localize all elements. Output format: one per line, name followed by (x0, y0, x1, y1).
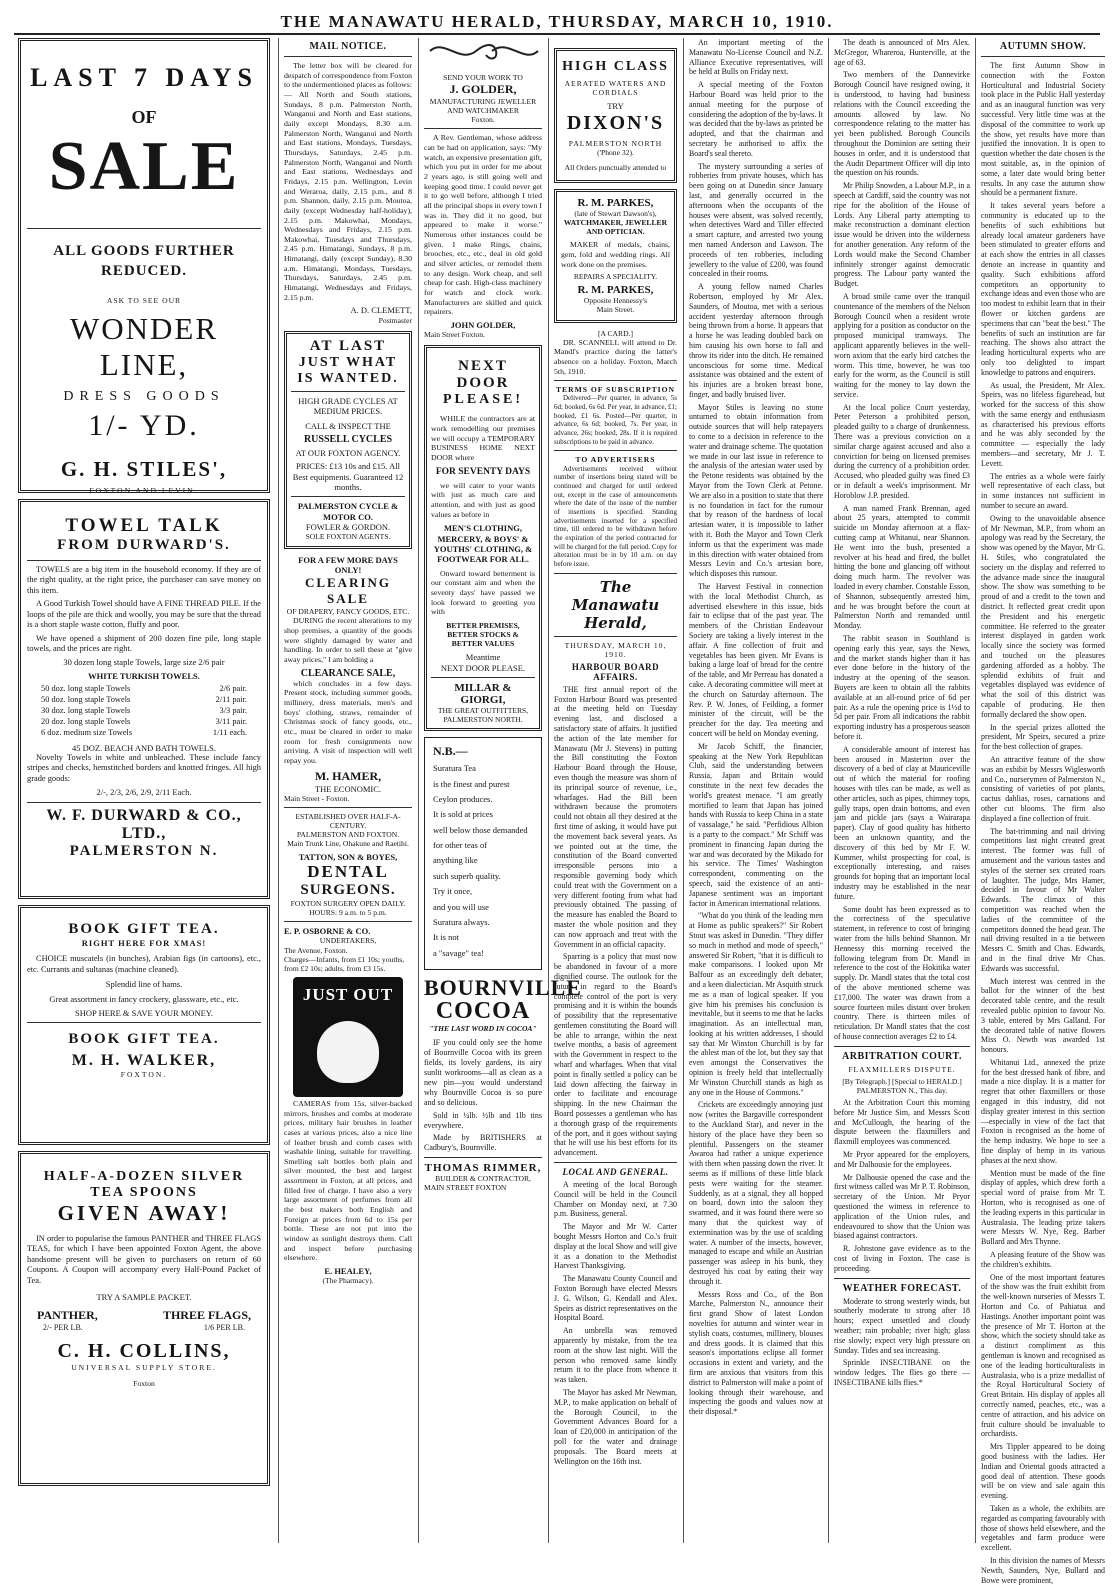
golder-line: MANUFACTURING JEWELLER AND WATCHMAKER (429, 97, 537, 116)
parkes-advert (554, 189, 677, 323)
article-paragraph: A broad smile came over the tranquil countenance of the members of the Nelson Borough Council when a resident wrote applying for a position as conductor on the proposed municipal tramways. The applicant apparently believes in the well-worn axiom that the early bird catches the worm. This time, however, he was too early for the worm, as the Council is still waiting for the money to lay down the service. (834, 291, 970, 399)
golder-line: Foxton. (471, 115, 495, 125)
article-paragraph: The entries as a whole were fairly well representative of each class, but in some instances not sufficient in number to secure an award. (981, 471, 1105, 511)
article-paragraph: Sparring is a policy that must now be abandoned in favour of a more dignified course. The outlook for the future in regard to the Board's complete control of the port is very promising and it is within the bounds of possibility that the representative gentlemen constituting the Board will be able to arrange, within the next twelve months, a basis of agreement with the Government in respect to the wharf and wharfages. When that vital point is finally settled a policy can be laid down affecting the fairway in order to facilitate and encourage shipping. In the new Chairman the Board possesses a gentleman who has a thorough grasp of the requirements of the port, and it goes without saying that he will use his best efforts for its advancement. (554, 952, 677, 1158)
spoons-title: HALF-A-DOZEN SILVER (43, 1169, 245, 1184)
panther-label: PANTHER, (37, 1308, 98, 1323)
article-paragraph: THE first annual report of the Foxton Harbour Board was presented at the meeting held on Tuesday evening last, and disclosed a satisfactory state of affairs. It justified the action of the late member for Manawatu (Mr J. Stevens) in putting the Bill constituting the Foxton Harbour Board through the House, even though the measure was shorn of its principal source of revenue, i.e., wharfages. Had the Bill been withdrawn because the promoters could not obtain all they desired at the first time of asking, it would have put the movement back several years. As we pointed out at the time, the constitution of the Board converted irresponsible persons into a responsible governing body which could treat with the Government on a very different footing from what had previously obtained. The passing of the measure has enabled the Board to master the whole position and they can now approach and treat with the Government in an official capacity. (554, 684, 677, 949)
nextdoor-line: BETTER PREMISES, BETTER STOCKS & BETTER VALUES (446, 621, 520, 649)
article-paragraph: At the local police Court yesterday, Peter Peterson a prohibited person, pleaded guilty to a charge of drunkenness. There was a previous conviction on a similar charge against accused and also a conviction for being on licensed premises during the currency of a prohibition order. Accused, who pleaded guilty was fined £3 or in default a week's imprisonment. Mr Horoblow J.P. presided. (834, 402, 970, 500)
dental-firm: TATTON, SON & BOYES, (298, 851, 398, 862)
nb-line: It is sold at prices (433, 809, 493, 820)
healey-firm: E. HEALEY, (324, 1266, 372, 1277)
spoons-advert (18, 1151, 270, 1486)
panther-price: 2/- PER LB. (43, 1323, 83, 1333)
booktea-line: Splendid line of hams. (105, 979, 183, 990)
sale-line: ALL GOODS FURTHER REDUCED. (53, 243, 235, 280)
nextdoor-sub: THE GREAT OUTFITTERS, (437, 706, 529, 716)
article-paragraph: As usual, the President, Mr Alex. Speirs, was no lifeless figurehead, but worked for the success of this show with the same energy and enthusiasm as characterised his previous efforts and he was ably seconded by the committee — especially the lady members—and secretary, Mr J. T. Levett. (981, 380, 1105, 468)
article-paragraph: The first Autumn Show in connection with the Foxton Horticultural and Industrial Society took place in the Public Hall yesterday and as an inaugural function was very successful. Very little time was at the disposal of the committee to work up the show, yet results have more than justified the innovation. It is open to question whether the date chosen is the most suitable, as, in the opinion of some, a later date would bring better results. In any case the autumn show should be a permanent fixture. (981, 61, 1105, 198)
towel-price: 1/11 each. (212, 727, 247, 737)
booktea-paragraph: CHOICE muscatels (in bunches), Arabian figs (in cartoons), etc., etc. Currants and sultanas (machine cleaned). (27, 954, 261, 974)
article-paragraph: The Mayor and Mr W. Carter bought Messrs Horton and Co.'s fruit display at the local Show and will give it as a donation to the Methodist Harvest Thanksgiving. (554, 1222, 677, 1271)
spoons-title: GIVEN AWAY! (57, 1201, 231, 1225)
towel-item: 50 doz. long staple Towels (41, 684, 131, 694)
nextdoor-firm: MILLAR & GIORGI, (454, 682, 512, 707)
osborne-address: The Avenue, Foxton. (284, 945, 348, 955)
autumn-show-heading: AUTUMN SHOW. (999, 41, 1087, 52)
towel-price: 2/11 pair. (215, 695, 247, 705)
towel-firm: W. F. DURWARD & CO., LTD., (46, 806, 242, 842)
sale-price: 1/- YD. (88, 408, 200, 442)
sale-line: DRESS GOODS (63, 388, 225, 404)
hamer-paragraph: DURING the recent alterations to my shop premises, a quantity of the goods were slightly damaged by water and handling. In order to sell these at "give away prices," I am holding a (284, 616, 412, 665)
threeflags-price: 1/6 PER LB. (203, 1323, 245, 1333)
russell-title: IS WANTED. (297, 370, 399, 386)
nextdoor-paragraph: we will cater to your wants with just as much care and attention, and with just as good values as before in (431, 480, 535, 519)
sale-advert (18, 38, 270, 493)
masthead: THE MANAWATU HERALD, THURSDAY, MARCH 10, 1910. (280, 12, 834, 31)
column-3 (424, 38, 582, 1543)
sale-line: ASK TO SEE OUR (106, 295, 182, 305)
article-paragraph: An important meeting of the Manawatu No-License Council and N.Z. Alliance Executive representatives, will be held at Bulls on Friday next. (689, 38, 823, 77)
booktea-title: BOOK GIFT TEA. (68, 1031, 220, 1048)
russell-line: HIGH GRADE CYCLES AT MEDIUM PRICES. (298, 395, 398, 417)
golder-line: SEND YOUR WORK TO (443, 73, 523, 82)
russell-names: FOWLER & GORDON. (305, 522, 391, 533)
dixon-firm: DIXON'S (566, 111, 665, 134)
article-paragraph: Mr Jacob Schiff, the financier, speaking at the New York Republican Club, said the understanding between Russia, Japan and Britain would constitute in the next few decades the world's greatest menace. "I am greatly mortified to learn that Japan has joined hands with Russia to keep China in a state of vassalage," he said. "Perfidious Albion is a party to the compact." Mr Schiff was prominent in financing Japan during the war and was decorated by the Mikado for his service. The Times' Washington correspondent, commenting on the speech, said the existence of an anti-Japanese sentiment was an important factor in American international relations. (689, 741, 823, 908)
purse-icon (317, 1021, 379, 1083)
towel-subhead: WHITE TURKISH TOWELS. (88, 670, 200, 681)
subscription-paragraph: Delivered—Per quarter, in advance, 5s 6d; booked, 6s 6d. Per year, in advance, £1; booked, £1 6s. Posted—Per quarter, in advance, 6s 6d; booked, 7s. Per year, in advance, 26s; booked, 28s. If it is required subscriptions to be paid in advance. (554, 394, 677, 446)
russell-line: PRICES: £13 10s and £15. All Best equipments. Guaranteed 12 months. (292, 461, 404, 493)
masthead-rule (14, 33, 1100, 35)
article-paragraph: The Manawatu County Council and Foxton Borough have elected Messrs J. G. Wilson, G. Kendall and Alex. Speirs as district representatives on the Hospital Board. (554, 1274, 677, 1323)
article-paragraph: A considerable amount of interest has been aroused in Masterton over the discovery of a bed of clay at Mauriceville out of which the material for roofing houses with tiles can be made, as well as other articles, such as pipes, chimney tops, gully traps, open drain bottoms, and even jam and pickle jars (says a Wairarapa paper). Clay of good quality has hitherto been an unknown quantity, and the discovery of this bed by Mr F. W. Kummer, whilst prospecting for coal, is exceptionally interesting, and raises grounds for hoping that an important local industry may be established in the near future. (834, 744, 970, 901)
news-column (689, 38, 823, 1417)
booktea-advert (18, 905, 270, 1145)
article-paragraph: R. Johnstone gave evidence as to the cost of living in Foxton. The case is proceeding. (834, 1244, 970, 1273)
towel-town: PALMERSTON N. (69, 842, 219, 859)
russell-line: AT OUR FOXTON AGENCY. (295, 447, 401, 458)
nb-line: for other teas of (433, 840, 488, 851)
dental-line: PALMERSTON AND FOXTON. (296, 830, 400, 840)
article-paragraph: Moderate to strong westerly winds, but southerly moderate to strong after 18 hours; expect unsettled and cloudy weather; rain probable; river high; glass rise slowly; expect very high pressure on Sunday. Tides and sea increasing. (834, 1296, 970, 1355)
osborne-sub: UNDERTAKERS, (319, 936, 377, 946)
rimmer-sub: BUILDER & CONTRACTOR, (435, 1174, 531, 1184)
parkes-line: WATCHMAKER, JEWELLER AND OPTICIAN. (563, 218, 668, 237)
column-4 (554, 38, 677, 1543)
article-paragraph: The Mayor has asked Mr Newman, M.P., to make application on behalf of the Borough Council, to the Government Advances Board for a loan of £20,000 in anticipation of the poll for the water and drainage proposals. The Board meets at Wellington on the 16th inst. (554, 1387, 677, 1466)
dental-title: SURGEONS. (300, 881, 396, 898)
russell-advert (284, 331, 412, 549)
booktea-town: FOXTON. (120, 1070, 168, 1080)
nb-line: and you will use (433, 901, 489, 912)
dental-line: HOURS: 9 a.m. to 5 p.m. (309, 907, 387, 917)
article-paragraph: Owing to the unavoidable absence of Mr Newman, M.P., from whom an apology was read by the Secretary, the show was opened by the Mayor, Mr G. H. Stiles, who congratulated the society on the display and referred to the advance made since the inaugural show. The show was something to be proud of and a credit to the town and district. It reflected great credit upon the President and his energetic committee. He referred to the greater interest displayed in garden work locally since the society was formed and touched on the pleasures gardening afforded as a hobby. The splendid exhibits of fruit and vegetables displayed was evidence of what the soil of this district was capable of producing. He then formally declared the show open. (981, 513, 1105, 719)
article-paragraph: The bat-trimming and nail driving competitions last night created great interest. The former was full of amusement and the various tastes and styles of the sterner sex created roars of laughter. The judge, Mrs Hamer, decided in favour of Mr Walter Edwards. The climax of this competition was reached when the ladies of the committee of the competitors donned the head gear. The nail driving resulted in a tie between Messrs C. Smith and Chas. Edwards, and in the final drive Mr Chas. Edwards was successful. (981, 826, 1105, 973)
spoons-title: TEA SPOONS (90, 1185, 198, 1200)
threeflags-label: THREE FLAGS, (162, 1308, 251, 1323)
column-rule (548, 38, 549, 1543)
nb-line: is the finest and purest (433, 778, 510, 789)
article-paragraph: Sprinkle INSECTIBANE on the window ledges. The flies go there — INSECTIBANE kills flies.* (834, 1358, 970, 1387)
article-paragraph: Two members of the Dannevirke Borough Council have resigned owing, it is understood, to having had business relations with the Council exceeding the amounts allowed by law. No correspondence relating to the matter has yet been published. Borough Councils throughout the Dominion are setting their houses in order, and it is understood that the Audit Department Officer will dip into the question on his rounds. (834, 70, 970, 178)
parkes-line: Opposite Hennessy's (583, 296, 648, 306)
herald-title: The Manawatu Herald, (571, 577, 660, 632)
booktea-line: Great assortment in fancy crockery, glassware, etc., etc. (49, 993, 239, 1004)
osborne-firm: E. P. OSBORNE & CO. (284, 926, 371, 937)
towel-price: 3/11 pair. (215, 716, 247, 726)
column-rule (418, 38, 419, 1543)
ornament-icon (424, 38, 544, 64)
nb-line: Suratura Tea (433, 763, 476, 774)
russell-title: AT LAST (309, 337, 387, 354)
hamer-line: OF DRAPERY, FANCY GOODS, ETC. (286, 607, 410, 617)
sale-title: SALE (48, 128, 240, 205)
towel-price-row (27, 706, 261, 717)
towel-paragraph: We have opened a shipment of 200 dozen fine pile, long staple towels, and the prices are right. (27, 633, 261, 653)
towel-price: 2/6 pair. (219, 684, 247, 694)
column-rule (683, 38, 684, 1543)
nb-line: well below those demanded (433, 824, 528, 835)
nextdoor-title: PLEASE! (442, 392, 524, 408)
towel-price-row (27, 684, 261, 695)
booktea-sub: RIGHT HERE FOR XMAS! (81, 938, 207, 948)
healey-sub: (The Pharmacy). (322, 1276, 374, 1286)
arbitration-heading: ARBITRATION COURT. (842, 1050, 962, 1062)
towel-paragraph: Novelty Towels in white and unbleached. These include fancy stripes and checks, hemstitched borders and knotted fringes. All high grade goods: (27, 753, 261, 783)
article-paragraph: A special meeting of the Foxton Harbour Board was held prior to the annual meeting for the purpose of considering the adoption of the by-laws. It was decided that the by-laws as printed be adopted, and that the chairman and secretary be authorised to affix the Board's seal thereto. (689, 80, 823, 158)
column-rule (278, 38, 279, 1543)
towel-line: 30 dozen long staple Towels, large size 2/6 pair (63, 657, 225, 668)
russell-firm: PALMERSTON CYCLE & MOTOR CO. (297, 501, 399, 522)
subscription-heading: TERMS OF SUBSCRIPTION (555, 385, 676, 395)
towel-title: TOWEL TALK (65, 515, 223, 536)
towel-price-row (27, 728, 261, 739)
rimmer-firm: THOMAS RIMMER, (424, 1162, 542, 1175)
dixon-line: CORDIALS (592, 88, 639, 98)
towel-paragraph: TOWELS are a big item in the household economy. If they are of the right quality, at the right price, the purchaser can save money on this item. (27, 565, 261, 595)
harbour-heading: HARBOUR BOARD AFFAIRS. (571, 661, 660, 682)
article-paragraph: Mention must be made of the fine display of apples, which drew forth a special word of praise from Mr T. Horton, who is recognised as one of the leading experts in this particular in Australasia. The leading prize takers were Messrs W. Nye, Reg. Barber Bullard and Mrs Thynne. (981, 1168, 1105, 1247)
article-paragraph: Messrs Ross and Co., of the Bon Marche, Palmerston N., announce their first grand Show of latest London novelties for autumn and winter wear in stylish coats, costumes, millinery, blouses and dress goods. It is claimed that this season's importations eclipse all former occasions in extent and variety, and the firm are anxious that visitors from this district to Palmerston will make a point of looking through their warehouse, and inspecting the goods and values now at their disposal.* (689, 1289, 823, 1417)
column-rule (975, 38, 976, 1543)
advertisers-heading: TO ADVERTISERS (575, 455, 656, 465)
sale-line: LAST 7 DAYS (30, 63, 258, 92)
spoons-store: UNIVERSAL SUPPLY STORE. (71, 1363, 217, 1373)
article-paragraph: "What do you think of the leading men at Home as public speakers?" Sir Robert Stout was asked in Dunedin. "They differ so much in method and mode of speech," answered Sir Robert, "that it is difficult to make comparisons. I looked upon Mr Balfour as an exceedingly deft debater, and a keen dialectician. Mr Asquith struck me as a man of logical speaker. If you give him his premises his conclusion is inevitable, but it seems to me that he lacks imagination. As an intellectual man, looking at his written addresses, I should say that Mr Winston Churchill is by far the ablest man of the lot, but they say that even amongst the Conservatives the opinion is freely held that intellectually Mr Winston Churchill stands as high as any one in the House of Commons." (689, 911, 823, 1097)
article-paragraph: Mr Philip Snowden, a Labour M.P., in a speech at Cardiff, said the country was not ripe for the abolition of the House of Lords. Any Liberal party attempting to make reconstruction a dominant election issue would be driven into the wilderness for another generation. Any reform of the Lords would make the Second Chamber infinitely stronger against democratic progress. The Labour party wanted the Budget. (834, 181, 970, 289)
mail-role: Postmaster (378, 315, 412, 325)
towel-item: 20 doz. long staple Towels (41, 716, 131, 726)
bournville-tagline: "THE LAST WORD IN COCOA" (429, 1024, 537, 1034)
column-6 (834, 38, 970, 1543)
article-paragraph: A young fellow named Charles Robertson, employed by Mr Alex. Saunders, of Moutoa, met with a serious accident yesterday afternoon through being thrown from a horse. It appears that a horse he was leading doubled back on him causing his own horse to fall and throw its rider into the ditch. He remained unconscious for some time. Medical assistance was obtained and the extent of his injuries are a broken breast bone, finger, and badly bruised liver. (689, 282, 823, 399)
sale-line: OF (131, 107, 157, 127)
nextdoor-town: PALMERSTON NORTH. (443, 715, 523, 725)
bournville-advert (424, 974, 582, 1153)
parkes-line: REPAIRS A SPECIALITY. (573, 272, 658, 282)
nb-line: Suratura always. (433, 916, 490, 927)
dixon-line: AERATED WATERS AND (564, 79, 667, 88)
bournville-paragraph: Made by BRITISHERS at Cadbury's, Bournville. (424, 1133, 542, 1153)
rimmer-address: MAIN STREET FOXTON (424, 1183, 507, 1193)
weather-heading: WEATHER FORECAST. (842, 1282, 962, 1294)
hamer-paragraph: which concludes in a few days. Present stock, including summer goods, millinery, dress materials, men's and boys' clothing, straws, remainder of Christmas stock of fancy goods, etc., etc., must be cleared in order to make room for fresh consignments now arriving. A visit of inspection will well repay you. (284, 678, 412, 765)
mail-body: The letter box will be cleared for despatch of correspondence from Foxton to the undermentioned places as follows:— All North and South stations, Sundays, 8 p.m. Palmerston North, Wanganui and North and East stations, daily except Mondays, 8.30 a.m. Palmerston North, Wanganui and North and East stations, Mondays, Tuesdays, Thursdays, Saturdays, 2.45 p.m. Palmerston North, Wanganui and North and East stations, Wednesdays and Fridays, 2.15 p.m. Wellington, Levin and Weraroa, daily, 2.15 p.m., and 8 p.m. Shannon, daily, 2.15 p.m. Moutoa, daily (except Wednesday half-holiday), 2.15 p.m. Makowhai, Mondays, Wednesdays and Fridays, 2.15 p.m. Makowhai, Tuesdays and Thursdays, 2.45 p.m. Himatangi, Sundays, 8 p.m. Himatangi, daily (except Sunday), 8.30 a.m. Himatangi, Mondays, Tuesdays, Thursdays, Saturdays, 2.45 p.m. Himatangi, Wednesdays and Fridays, 2.15 p.m. (284, 61, 412, 302)
spoons-paragraph: IN order to popularise the famous PANTHER and THREE FLAGS TEAS, for which I have been appointed Foxton Agent, the above handsome present will be given to purchasers on return of 60 Coupons. A Coupon will accompany every Half-Pound Packet of Tea. (27, 1234, 261, 1285)
nb-line: a "savage" tea! (433, 947, 484, 958)
column-7 (981, 38, 1106, 1585)
article-paragraph: A man named Frank Brennan, aged about 25 years, attempted to commit suicide on Monday afternoon at a flax-cutting camp at Whitanui, near Shannon. He went into the bush, presented a revolver at his head and fired, the bullet hitting the bone and glancing off without doing much harm. The revolver was loaded in every chamber. Constable Esson, of Shannon, subsequently arrested him, and he was brought before the court at Palmerston North and remanded until Monday. (834, 503, 970, 631)
article-paragraph: A meeting of the local Borough Council will be held in the Council Chamber on Monday next, at 7.30 p.m. Business, general. (554, 1180, 677, 1219)
nb-lines (433, 763, 533, 958)
article-paragraph: Mrs Tippler appeared to be doing good business with the ladies. Her Indian and Oriental goods attracted a good deal of attention. These goods will be on view and sale again this evening. (981, 1442, 1105, 1501)
towel-title: FROM DURWARD'S. (57, 537, 231, 553)
booktea-title: BOOK GIFT TEA. (68, 921, 220, 937)
golder-address: Main Street Foxton. (424, 330, 485, 340)
hamer-firm: M. HAMER, (314, 768, 382, 783)
hamer-title: CLEARANCE SALE, (300, 667, 396, 679)
dixon-line: HIGH CLASS (562, 59, 669, 74)
dixon-line: TRY (607, 101, 624, 112)
osborne-charges: Charges—Infants, from £1 10s; youths, from £2 10s; adults, from £3 15s. (284, 954, 405, 973)
article-paragraph: The Harvest Festival in connection with the local Methodist Church, as advertised elsewhere in this issue, bids fair to eclipse that of the past year. The members of the Christian Endeavour Society are taking a lively interest in the affair. A fine collection of fruit and vegetables has been given. Mr Evans is baking a large loaf of bread for the centre of the table, and Mr Perreau has donated a cake. A decorating committee will meet at the church on Saturday afternoon. The Rev. P. W. Jones, of Feilding, a former minister of the circuit, will be the preacher for the day. Tea meeting and concert will be held on Monday evening. (689, 582, 823, 738)
golder-paragraph: A Rev. Gentleman, whose address can be had on application, says: "My watch, an expensive presentation gift, which you put in order for me about 2 years ago, is still going well and keeping good time. I could never get it to go well before, although I tried all the principal shops in every town I was in. They did it no good, but appeared to make it worse." Numerous other instances could be given. I make Rings, chains, brooches, etc., etc., deal in old gold and silver articles, or remodel them to any design. Work cheap, and sell cheap for cash. High-class machinery for watch and clock work. Manufacturers are skilled and quick repairers. (424, 133, 543, 317)
bournville-paragraph: Sold in ¼lb. ½lb and 1lb tins everywhere. (424, 1110, 542, 1130)
nb-line: Try it once, (433, 886, 473, 897)
parkes-line: (late of Stewart Dawson's), (574, 208, 657, 218)
nb-line: Ceylon produces. (433, 793, 493, 804)
article-paragraph: In this division the names of Messrs Newth, Saunders, Nye, Bullard and Bowe were prominent, (981, 1555, 1105, 1585)
parkes-line: Main Street. (596, 305, 635, 315)
autumn-show-article (981, 61, 1105, 1585)
article-paragraph: At the Arbitration Court this morning before Mr Justice Sim, and Messrs Scott and McCullough, the hearing of the dispute between the flaxmillers and flaxmill employees was commenced. (834, 1098, 970, 1147)
golder-firm: J. GOLDER, (449, 82, 517, 97)
towel-line: 45 DOZ. BEACH AND BATH TOWELS. (72, 742, 216, 753)
article-paragraph: Whitanui Ltd., annexed the prize for the best dressed hank of fibre, and made a nice display. It is a matter for regret that other flaxmillers or those engaged in this industry, did not display greater interest in this section—especially in view of the fact that Foxton is recognised as the home of the hemp industry. We hope to see a fine display of hemp in its various phases at the next show. (981, 1057, 1105, 1165)
card-title: [A CARD.] (597, 328, 634, 338)
mail-signature: A. D. CLEMETT, (350, 305, 412, 316)
towel-price-row (27, 717, 261, 728)
towel-prices: 2/-, 2/3, 2/6, 2/9, 2/11 Each. (96, 787, 192, 798)
news-column (834, 38, 970, 1042)
local-article (554, 1180, 677, 1466)
card-paragraph: DR. SCANNELL will attend to Dr. Mandl's practice during the latter's absence on a holiday. Foxton, March 5th, 1910. (554, 337, 677, 376)
hamer-title: CLEARING SALE (304, 575, 392, 607)
nb-line: It is not (433, 932, 459, 943)
towel-advert (18, 499, 270, 899)
justout-label: JUST OUT (302, 984, 394, 1004)
dixon-line: PALMERSTON NORTH (568, 138, 663, 148)
dental-title: DENTAL (307, 861, 389, 881)
russell-line: RUSSELL CYCLES (303, 433, 393, 445)
booktea-line: SHOP HERE & SAVE YOUR MONEY. (75, 1007, 213, 1018)
arbitration-sub: FLAXMILLERS DISPUTE. (848, 1064, 956, 1074)
article-paragraph: In the special prizes allotted the president, Mr Speirs, secured a prize for the best collection of grapes. (981, 722, 1105, 752)
local-heading: LOCAL AND GENERAL. (562, 1167, 669, 1178)
article-paragraph: Crickets are exceedingly annoying just now (writes the Bargaville correspondent to the Auckland Star), and never in the history of the place have they been so plentiful. Passengers on the steamer Awaroa had rather a unique experience with them when passing down the river. It seems as if millions of these little black pests were waiting for the steamer. Suddenly, as at a signal, they all hopped on board, down into the saloon they swarmed, and it was found there were so many that the quickest way of extermination was by the use of scalding water. A number of the insects, however, managed to escape and while an Austrian passenger was asleep in his bunk, they destroyed his coat by eating their way through it. (689, 1100, 823, 1286)
justout-badge (293, 977, 403, 1097)
herald-date: THURSDAY, MARCH 10, 1910. (564, 640, 667, 659)
article-paragraph: Much interest was centred in the ballot for the winner of the best decorated table centre, and the result revealed public opinion to favour No. 3 table, entered by Mrs Galland. For the decorated table of native flowers Miss O. Newth was awarded 1st honours. (981, 976, 1105, 1055)
sale-firm: G. H. STILES', (60, 456, 228, 481)
justout-paragraph: CAMERAS from 15s, silver-backed mirrors, brushes and combs at moderate prices, military hair brushes in leather cases at various prices, also a nice line of leather brush and comb cases with washable lining, suitable for travelling. Smelling salt bottles both plain and silver mounted, the best and largest assortment in Foxton, at all prices, and filled free of charge. I have also a very large assortment of perfumes from all the best makers both English and Foreign at prices from 6d to 15s per bottle. These are not put into the window as sunlight destroys them. Call and inspect before purchasing elsewhere. (284, 1098, 412, 1263)
bournville-title: COCOA (435, 998, 531, 1025)
weather-article (834, 1297, 970, 1388)
article-paragraph: The rabbit season in Southland is opening early this year, says the News, and the market stands higher than it has ever done before in the history of the industry at the opening of the season. Buyers are keen to obtain all the rabbits available at an all-round price of 6d per pair. As a rule the opening price is 1½d to 5d per pair. From all indications the rabbit exporting industry has a prosperous season before it. (834, 634, 970, 741)
article-paragraph: An umbrella was removed apparently by mistake, from the tea room at the show last night. Will the person who removed same kindly return it to the place from whence it was taken. (554, 1326, 677, 1385)
article-paragraph: Some doubt has been expressed as to the correctness of the speculative statement, in reference to cost of bringing water from the hills behind Shannon. Mr Hennessy this morning received the following telegram from Dr. Mandl in reference to the cost of the Hokitika water supply. Dr. Mandl states that the total cost of the above mentioned scheme was £17,000. The water was drawn from a source fourteen miles distant over broken country. There is thirteen miles of reticulation. Dr Mandl states that the cost of house connection averages £2 to £4. (834, 904, 970, 1041)
column-5 (689, 38, 823, 1543)
hamer-address: Main Street - Foxton. (284, 793, 350, 803)
nextdoor-paragraph: Onward toward betterment is our constant aim and when the seventy days' have passed we look forward to greeting you with (431, 568, 535, 617)
dental-line: ESTABLISHED OVER HALF-A-CENTURY. (295, 812, 401, 831)
dixon-line: ('Phone 32). (597, 147, 634, 157)
article-paragraph: It takes several years before a community is educated up to the benefits of such exhibitions but already local amateur gardeners have been stimulated to greater efforts and at each show the entries in all classes denote an increase in quantity and quality. Such exhibitions afford competitors an opportunity to exchange ideas and even those who are too modest to exhibit learn that in their flower or kitchen gardens are specimens that can "beat the best." The benefits of such an institution are far reaching. The shows also attract the leading horticultural experts who are only too delighted to impart knowledge to patrons and enquirers. (981, 201, 1106, 377)
towel-price-list (27, 684, 261, 739)
russell-title: JUST WHAT (298, 354, 398, 370)
nextdoor-line: Meantime (465, 652, 501, 663)
article-paragraph: The mystery surrounding a series of robberies from private houses, which has been going on at Dunedin since January last, and generally occurred in the afternoons when the occupants of the houses were absent, was solved recently, when detectives Ward and Tiller effected a smart capture, and arrested two young men named Anderson and Lawson. The proceeds of ten robberies, including jewellery to the value of £200, was found concealed in their rooms. (689, 161, 823, 279)
dixon-line: All Orders punctually attended to (564, 162, 667, 172)
mail-heading: MAIL NOTICE. (309, 41, 387, 52)
article-paragraph: An attractive feature of the show was an exhibit by Messrs Wiglesworth and Co., nurserymen of Palmerston N., consisting of varieties of pot plants, cactus dahlias, roses, carnations and other cut blooms. The firm also displayed a fine collection of fruit. (981, 754, 1105, 823)
nextdoor-line: FOR SEVENTY DAYS (435, 466, 531, 477)
nextdoor-advert (424, 345, 542, 731)
dental-line: FOXTON SURGERY OPEN DAILY. (290, 898, 406, 908)
towel-price-row (27, 695, 261, 706)
nextdoor-line: NEXT DOOR PLEASE. (440, 662, 526, 673)
parkes-firm: R. M. PARKES, (577, 284, 654, 297)
article-paragraph: Mr Dalhousie opened the case and the first witness called was Mr P. T. Robinson, secretary of the Union. Mr Pryor questioned the witness in reference to application of the Union rules, and endeavoured to show that the Union was biased against contractors. (834, 1172, 970, 1241)
harbour-article (554, 685, 677, 1158)
article-paragraph: The death is announced of Mrs Alex. McGregor, Whareroa, Hunterville, at the age of 63. (834, 38, 970, 67)
nb-line: such superb quality. (433, 870, 501, 881)
spoons-line: TRY A SAMPLE PACKET. (96, 1292, 192, 1303)
hamer-line: FOR A FEW MORE DAYS ONLY! (298, 554, 398, 575)
sale-line: WONDER LINE, (69, 310, 219, 382)
towel-item: 30 doz. long staple Towels (41, 705, 131, 715)
spoons-firm: C. H. COLLINS, (57, 1340, 231, 1363)
column-1 (18, 38, 270, 1543)
nb-line: anything like (433, 855, 478, 866)
hamer-sub: THE ECONOMIC. (314, 783, 382, 794)
column-2 (284, 38, 412, 1543)
booktea-firm: M. H. WALKER, (71, 1052, 217, 1070)
bournville-paragraph: IF you could only see the home of Bournville Cocoa with its green fields, its lovely gardens, its airy sunlit workrooms—all as clean as a new pin—you would understand why Bournville Cocoa is so pure and so delicious. (424, 1038, 542, 1107)
nextdoor-title: NEXT DOOR (456, 358, 510, 392)
golder-signature: JOHN GOLDER, (450, 319, 516, 330)
parkes-firm: R. M. PARKES, (577, 196, 654, 209)
russell-line: CALL & INSPECT THE (305, 420, 391, 431)
spoons-town: Foxton (133, 1378, 155, 1388)
dental-line: Main Trunk Line, Ohakune and Raetihi. (287, 839, 409, 849)
arbitration-telegraph: [By Telegraph.] [Special to HERALD.] PALMERSTON N., This day. (842, 1076, 962, 1095)
towel-item: 50 doz. long staple Towels (41, 695, 131, 705)
russell-agents: SOLE FOXTON AGENTS. (305, 532, 391, 542)
arbitration-article (834, 1098, 970, 1274)
towel-paragraph: A Good Turkish Towel should have A FINE THREAD PILE. If the loops of the pile are thick and woolly, you may be sure that the thread is a short staple waste cotton, fluffy and poor. (27, 599, 261, 630)
article-paragraph: One of the most important features of the show was the fruit exhibit from the well-known nurseries of Messrs T. Horton and Co. of Pahiatua and Hastings. Another important point was the presence of Mr T. Horton at the show, which the society should take as a distinct compliment as this gentleman is known and recognised as one of the leading horticulturalists in Australasia, who is a prize medallist of the Royal Horticultural Society of Great Britain. His display of apples all correctly named, peaches, etc., was a centre of attraction, and his advice on fruit culture should be invaluable to orchardists. (981, 1272, 1105, 1439)
dixon-advert (554, 48, 677, 183)
bournville-title: BOURNVILLE (424, 974, 582, 1000)
nextdoor-line: MEN'S CLOTHING, MERCERY, & BOYS' & YOUTHS' CLOTHING, & FOOTWEAR FOR ALL. (433, 523, 533, 565)
parkes-paragraph: MAKER of medals, chains, gem, fold and wedding rings. All work done on the premises. (561, 240, 670, 269)
article-paragraph: Mayor Stiles is leaving no stone unturned to obtain information from outside sources that will help ratepayers to come to a decision in reference to the water and drainage scheme. The quotation we made in our last issue in reference to the analysis of the artesian water used by the Petone residents was obtained by the Mayor from the Town Clerk at Petone. We are also in a position to state that there is no foundation in fact for the rumour that by reason of the hardness of local artesian water, it is impossible to lather with it. Both the Mayor and Town Clerk inform us that the experiment was made in this direction with water obtained from Messrs Levin and Co.'s artesian bore, which disposes this rumour. (689, 402, 823, 579)
article-paragraph: A pleasing feature of the Show was the children's exhibits. (981, 1250, 1105, 1269)
column-rule (828, 38, 829, 1543)
nb-advert (424, 737, 542, 970)
article-paragraph: Mr Pryor appeared for the employers, and Mr Dalhousie for the employees. (834, 1150, 970, 1169)
nb-title: N.B.— (433, 744, 468, 759)
towel-price: 3/3 pair. (219, 705, 247, 715)
advertisers-paragraph: Advertisements received without number of insertions being stated will be continued and charged for until ordered out, except in the case of announcements where the date of the issue of the number of insertions is specified. Standing advertisements inserted for a specified time, till ordered to be withdrawn before the expiration of the period contracted for will be charged for the full period. Copy for alteration must be in by 10 a.m. on day before issue. (554, 464, 677, 568)
article-paragraph: Taken as a whole, the exhibits are regarded as comparing favourably with those of shows held elsewhere, and the vegetables and farm produce were excellent. (981, 1503, 1106, 1553)
nextdoor-paragraph: WHILE the contractors are at work remodelling our premises we will occupy a TEMPORARY BUSINESS HOME NEXT DOOR where (431, 414, 535, 462)
towel-item: 6 doz. medium size Towels (41, 727, 133, 737)
sale-town: FOXTON AND LEVIN. (89, 485, 199, 495)
